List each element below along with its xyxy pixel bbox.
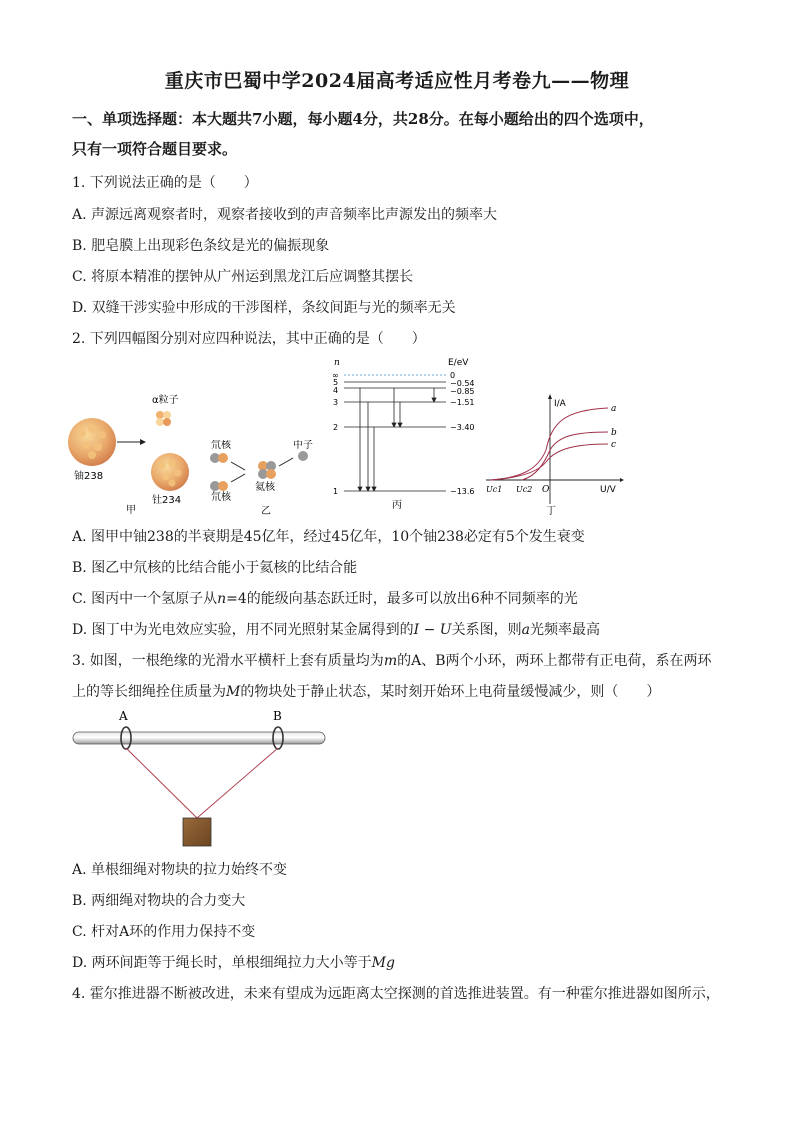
transition-arrows xyxy=(358,388,436,491)
fusion-arrow-2 xyxy=(231,474,245,482)
curve-a-label: a xyxy=(611,404,617,414)
x-axis-arrow xyxy=(620,478,624,482)
q3-option-a: A. 单根细绳对物块的拉力始终不变 xyxy=(72,862,288,878)
rope-b xyxy=(197,748,278,818)
decay-arrowhead xyxy=(140,439,146,445)
block-m xyxy=(183,818,211,846)
q1-option-a: A. 声源远离观察者时，观察者接收到的声音频率比声源发出的频率大 xyxy=(72,207,498,223)
ring-a-label: A xyxy=(119,709,128,723)
section-header-line-2: 只有一项符合题目要求。 xyxy=(72,140,238,158)
y-axis-label: I/A xyxy=(554,399,566,409)
level-4-n: 4 xyxy=(333,386,339,395)
figure-bing xyxy=(328,355,478,510)
page-title: 重庆市巴蜀中学2024届高考适应性月考卷九——物理 xyxy=(164,70,630,92)
ring-b-label: B xyxy=(273,709,282,723)
deuterium-nucleus-1 xyxy=(210,453,228,463)
figure-yi xyxy=(205,440,330,520)
alpha-label: α粒子 xyxy=(152,395,179,406)
q1-option-c: C. 将原本精准的摆钟从广州运到黑龙江后应调整其摆长 xyxy=(72,269,414,285)
figure-jia xyxy=(62,385,202,515)
alpha-particle xyxy=(156,411,171,426)
x-axis-label: U/V xyxy=(600,485,616,495)
level-axis-label: n xyxy=(334,358,340,368)
level-1-e: −13.6 xyxy=(450,487,475,496)
deuterium-nucleus-2 xyxy=(210,481,228,491)
figure-jia-caption: 甲 xyxy=(126,505,136,515)
rope-a xyxy=(126,748,197,818)
level-3-e: −1.51 xyxy=(450,398,475,407)
section-header-line-1: 一、单项选择题：本大题共7小题，每小题4分，共28分。在每小题给出的四个选项中， xyxy=(72,110,654,128)
level-4-e: −0.85 xyxy=(450,387,475,396)
energy-axis-label: E/eV xyxy=(448,358,469,368)
uranium-label: 铀238 xyxy=(74,471,104,482)
uc1-label: Uc1 xyxy=(486,485,503,494)
helium-label: 氦核 xyxy=(255,482,275,493)
deuterium-label-1: 氘核 xyxy=(211,440,231,451)
figure-ding-caption: 丁 xyxy=(546,506,556,517)
neutron xyxy=(298,451,308,461)
q3-option-b: B. 两细绳对物块的合力变大 xyxy=(72,893,246,909)
level-inf-n: ∞ xyxy=(332,371,339,380)
horizontal-rod xyxy=(73,732,325,744)
level-3-n: 3 xyxy=(333,398,339,407)
curve-c xyxy=(490,444,608,480)
figure-yi-caption: 乙 xyxy=(261,506,271,517)
q3-stem-line-1: 3. 如图，一根绝缘的光滑水平横杆上套有质量均为m的A、B两个小环，两环上都带有正电荷，系在两环 xyxy=(72,653,712,669)
level-2-e: −3.40 xyxy=(450,423,475,432)
q1-stem: 1. 下列说法正确的是（ ） xyxy=(72,175,258,191)
thorium-label: 钍234 xyxy=(152,495,182,506)
q2-option-d: D. 图丁中为光电效应实验，用不同光照射某金属得到的I − U关系图，则a光频率最高 xyxy=(72,622,600,638)
helium-nucleus xyxy=(258,461,276,479)
level-inf-e: 0 xyxy=(450,371,456,380)
curve-b-label: b xyxy=(611,428,617,438)
level-1-n: 1 xyxy=(333,487,339,496)
q2-option-b: B. 图乙中氘核的比结合能小于氦核的比结合能 xyxy=(72,560,358,576)
y-axis-arrow xyxy=(548,394,552,399)
origin-label: O xyxy=(542,485,550,495)
figure-q3 xyxy=(70,708,330,850)
level-5-e: −0.54 xyxy=(450,379,475,388)
deuterium-label-2: 氘核 xyxy=(211,492,231,503)
section-header xyxy=(72,104,732,164)
uc2-label: Uc2 xyxy=(516,485,533,494)
q2-option-c: C. 图丙中一个氢原子从n=4的能级向基态跃迁时，最多可以放出6种不同频率的光 xyxy=(72,591,578,607)
q2-stem: 2. 下列四幅图分别对应四种说法，其中正确的是（ ） xyxy=(72,331,426,347)
q4-stem: 4. 霍尔推进器不断被改进，未来有望成为远距离太空探测的首选推进装置。有一种霍尔推进器如图所示， xyxy=(72,986,720,1002)
neutron-label: 中子 xyxy=(293,440,313,451)
q3-option-d: D. 两环间距等于绳长时，单根细绳拉力大小等于Mg xyxy=(72,955,395,971)
q2-option-a: A. 图甲中铀238的半衰期是45亿年，经过45亿年，10个铀238必定有5个发生衰变 xyxy=(72,529,585,545)
fusion-arrow-1 xyxy=(231,462,245,470)
q1-option-b: B. 肥皂膜上出现彩色条纹是光的偏振现象 xyxy=(72,238,330,254)
q1-option-d: D. 双缝干涉实验中形成的干涉图样，条纹间距与光的频率无关 xyxy=(72,300,456,316)
level-5-n: 5 xyxy=(333,378,339,387)
curve-a xyxy=(490,408,608,480)
curve-b xyxy=(522,432,608,480)
neutron-arrow xyxy=(279,458,293,466)
figure-bing-caption: 丙 xyxy=(392,500,402,510)
q3-stem-line-2: 上的等长细绳拴住质量为M的物块处于静止状态，某时刻开始环上电荷量缓慢减少，则（ ） xyxy=(72,684,661,700)
level-2-n: 2 xyxy=(333,423,339,432)
curve-c-label: c xyxy=(611,440,617,450)
figure-ding xyxy=(480,392,625,517)
q3-option-c: C. 杆对A环的作用力保持不变 xyxy=(72,924,256,940)
